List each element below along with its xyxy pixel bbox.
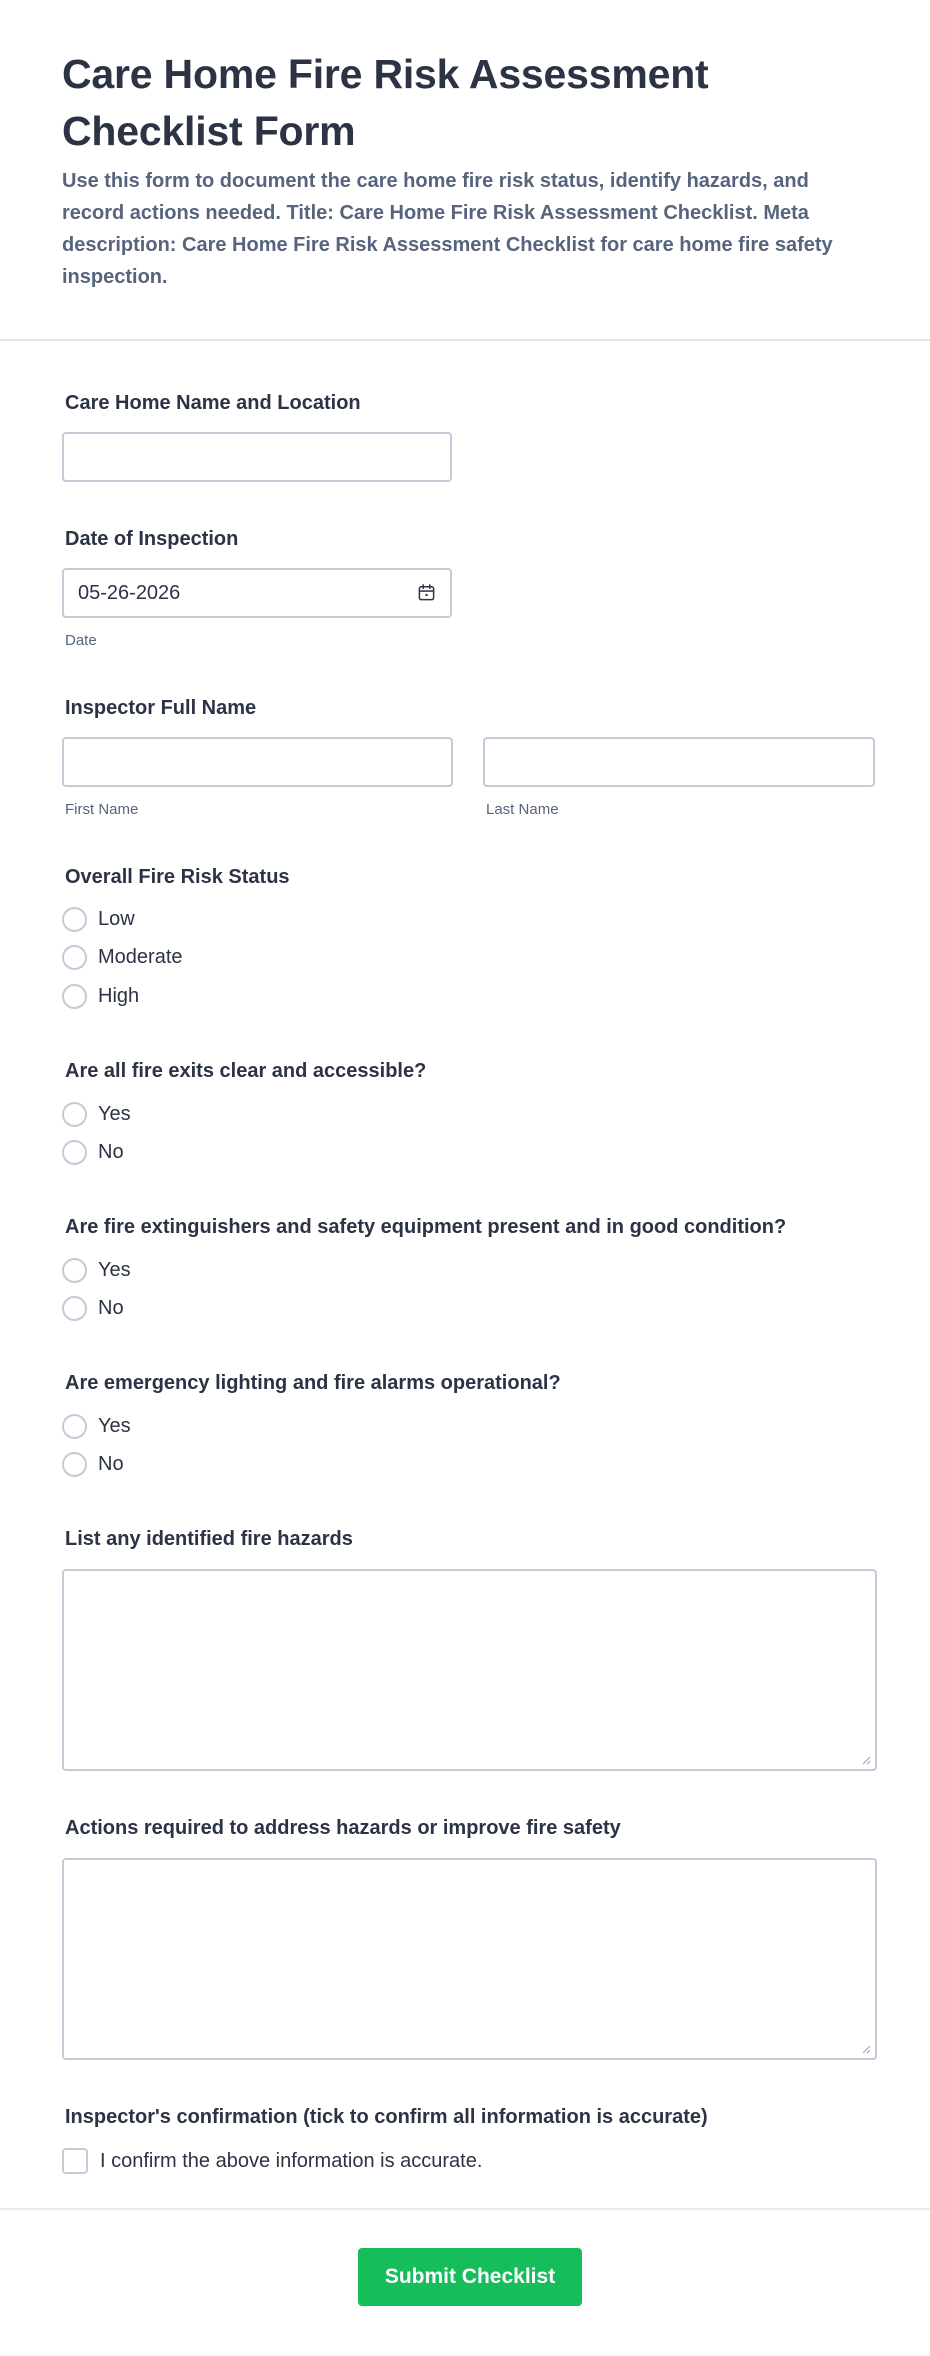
risk-option-low[interactable] [62,906,135,932]
fire-exits-option-yes[interactable] [62,1101,131,1127]
confirmation-checkbox-row[interactable] [62,2148,482,2174]
footer-divider [0,2208,930,2210]
first-name-sublabel: First Name [65,801,139,818]
actions-label: Actions required to address hazards or improve fire safety [65,1817,621,1839]
submit-button[interactable]: Submit Checklist [358,2248,582,2306]
radio-button[interactable] [62,907,87,932]
care-home-label: Care Home Name and Location [65,392,361,414]
risk-status-label: Overall Fire Risk Status [65,866,290,888]
form-description: Use this form to document the care home fire risk status, identify hazards, and record actions needed. Title: Care Home Fire Risk Assessment Checklist. Meta description: Care Home Fire Risk Assessment Checklist for care home fire safety inspection. [62,170,833,288]
extinguishers-option-yes[interactable] [62,1257,131,1283]
confirmation-label: Inspector's confirmation (tick to confirm all information is accurate) [65,2106,708,2128]
extinguishers-option-no[interactable] [62,1295,124,1321]
form-title: Care Home Fire Risk Assessment Checklist Form [62,51,709,154]
radio-label: No [98,1296,124,1319]
last-name-input[interactable] [483,737,875,787]
radio-label: Moderate [98,945,183,968]
radio-label: No [98,1140,124,1163]
radio-button[interactable] [62,1296,87,1321]
radio-label: Yes [98,1102,131,1125]
radio-button[interactable] [62,1140,87,1165]
inspector-label: Inspector Full Name [65,697,257,719]
fire-exits-label: Are all fire exits clear and accessible? [65,1060,427,1082]
date-sublabel: Date [65,632,97,649]
radio-button[interactable] [62,1102,87,1127]
date-input[interactable] [62,568,452,618]
hazards-label: List any identified fire hazards [65,1528,353,1550]
extinguishers-label: Are fire extinguishers and safety equipment present and in good condition? [65,1216,787,1238]
radio-button[interactable] [62,1258,87,1283]
actions-textarea[interactable] [62,1858,877,2060]
radio-button[interactable] [62,1414,87,1439]
confirmation-checkbox[interactable] [62,2148,88,2174]
radio-label: Yes [98,1414,131,1437]
lighting-option-yes[interactable] [62,1413,131,1439]
risk-option-high[interactable] [62,983,139,1009]
radio-button[interactable] [62,1452,87,1477]
radio-label: Low [98,907,135,930]
last-name-sublabel: Last Name [486,801,559,818]
confirmation-checkbox-label: I confirm the above information is accurate. [100,2149,483,2172]
radio-button[interactable] [62,984,87,1009]
resize-handle-icon[interactable] [861,1755,871,1765]
resize-handle-icon[interactable] [861,2044,871,2054]
first-name-input[interactable] [62,737,453,787]
care-home-input[interactable] [62,432,452,482]
risk-option-moderate[interactable] [62,944,183,970]
hazards-textarea[interactable] [62,1569,877,1771]
form-header [0,0,930,341]
date-value: 05-26-2026 [78,582,181,604]
lighting-label: Are emergency lighting and fire alarms operational? [65,1372,561,1394]
calendar-icon[interactable] [417,583,436,602]
lighting-option-no[interactable] [62,1451,124,1477]
radio-label: High [98,984,140,1007]
radio-label: No [98,1452,124,1475]
radio-button[interactable] [62,945,87,970]
radio-label: Yes [98,1258,131,1281]
fire-exits-option-no[interactable] [62,1139,124,1165]
date-label: Date of Inspection [65,528,239,550]
